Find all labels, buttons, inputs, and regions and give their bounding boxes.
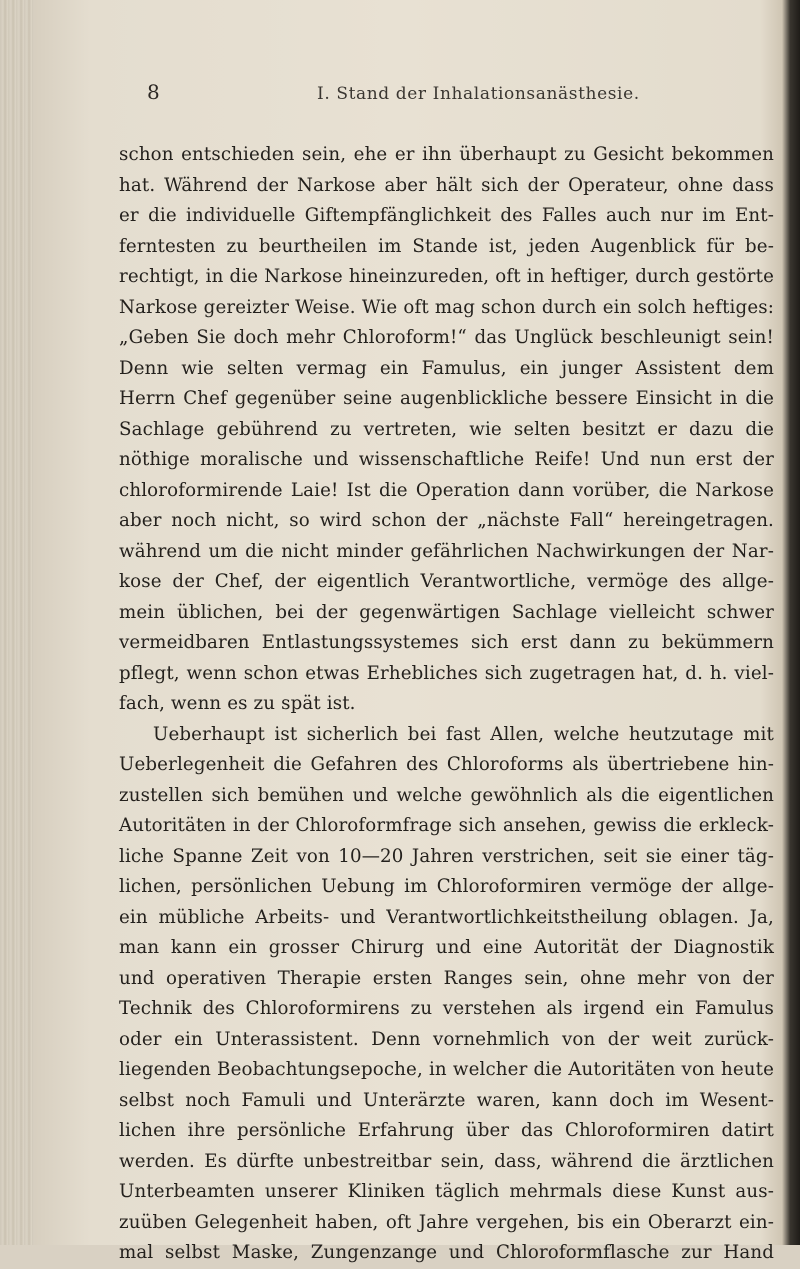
text-line: aber noch nicht, so wird schon der „nächste Fall“ hereingetragen.: [119, 510, 774, 531]
body-text: [119, 140, 774, 1269]
text-line: rechtigt, in die Narkose hineinzureden, oft in heftiger, durch gestörte: [119, 266, 774, 287]
text-line: Sachlage gebührend zu vertreten, wie selten besitzt er dazu die: [119, 418, 774, 440]
text-line: man kann ein grosser Chirurg und eine Autorität der Diagnostik: [119, 937, 774, 958]
running-head: I. Stand der Inhalationsanästhesie.: [317, 84, 640, 104]
text-line: und operativen Therapie ersten Ranges sein, ohne mehr von der: [119, 967, 774, 989]
text-line: Narkose gereizter Weise. Wie oft mag schon durch ein solch heftiges:: [119, 296, 774, 318]
text-line: „Geben Sie doch mehr Chloroform!“ das Unglück beschleunigt sein!: [119, 327, 774, 348]
text-line: werden. Es dürfte unbestreitbar sein, dass, während die ärztlichen: [119, 1150, 774, 1172]
book-page: [34, 0, 782, 1263]
text-line: zustellen sich bemühen und welche gewöhnlich als die eigentlichen: [119, 784, 774, 806]
text-line: liche Spanne Zeit von 10—20 Jahren verstrichen, seit sie einer täg-: [119, 845, 774, 867]
paragraph-start-line: Ueberhaupt ist sicherlich bei fast Allen, welche heutzutage mit: [153, 723, 774, 745]
text-line: Technik des Chloroformirens zu verstehen als irgend ein Famulus: [119, 998, 774, 1019]
text-line: oder ein Unterassistent. Denn vornehmlich von der weit zurück-: [119, 1028, 774, 1050]
page-header: [147, 80, 747, 106]
text-line: Herrn Chef gegenüber seine augenblickliche bessere Einsicht in die: [119, 388, 774, 409]
text-line: mal selbst Maske, Zungenzange und Chloroformflasche zur Hand: [119, 1242, 774, 1263]
text-line: während um die nicht minder gefährlichen Nachwirkungen der Nar-: [119, 540, 774, 562]
text-line: schon entschieden sein, ehe er ihn überhaupt zu Gesicht bekommen: [119, 144, 774, 165]
text-line: zuüben Gelegenheit haben, oft Jahre vergehen, bis ein Oberarzt ein-: [119, 1211, 774, 1233]
text-line: ein mübliche Arbeits- und Verantwortlichkeitstheilung oblagen. Ja,: [119, 906, 774, 928]
page-number: 8: [147, 80, 160, 104]
text-line: er die individuelle Giftempfänglichkeit des Falles auch nur im Ent-: [119, 205, 774, 226]
text-line: kose der Chef, der eigentlich Verantwortliche, vermöge des allge-: [119, 571, 774, 592]
text-line: hat. Während der Narkose aber hält sich der Operateur, ohne dass: [119, 174, 774, 196]
text-line: vermeidbaren Entlastungssystemes sich erst dann zu bekümmern: [119, 632, 774, 653]
text-line: Denn wie selten vermag ein Famulus, ein junger Assistent dem: [119, 357, 774, 379]
text-line: chloroformirende Laie! Ist die Operation dann vorüber, die Narkose: [119, 479, 774, 501]
text-line: nöthige moralische und wissenschaftliche Reife! Und nun erst der: [119, 449, 774, 470]
text-line: ferntesten zu beurtheilen im Stande ist, jeden Augenblick für be-: [119, 235, 774, 257]
paragraph-end-line: fach, wenn es zu spät ist.: [119, 693, 356, 714]
text-line: liegenden Beobachtungsepoche, in welcher die Autoritäten von heute: [119, 1059, 774, 1080]
book-gutter: [0, 0, 34, 1245]
text-line: Unterbeamten unserer Kliniken täglich mehrmals diese Kunst aus-: [119, 1181, 774, 1202]
text-line: lichen, persönlichen Uebung im Chloroformiren vermöge der allge-: [119, 876, 774, 897]
text-line: selbst noch Famuli und Unterärzte waren, kann doch im Wesent-: [119, 1089, 774, 1111]
text-line: pflegt, wenn schon etwas Erhebliches sich zugetragen hat, d. h. viel-: [119, 662, 774, 684]
text-line: Autoritäten in der Chloroformfrage sich ansehen, gewiss die erkleck-: [119, 815, 774, 836]
text-line: Ueberlegenheit die Gefahren des Chloroforms als übertriebene hin-: [119, 754, 774, 775]
text-line: mein üblichen, bei der gegenwärtigen Sachlage vielleicht schwer: [119, 601, 774, 623]
text-line: lichen ihre persönliche Erfahrung über das Chloroformiren datirt: [119, 1120, 774, 1141]
